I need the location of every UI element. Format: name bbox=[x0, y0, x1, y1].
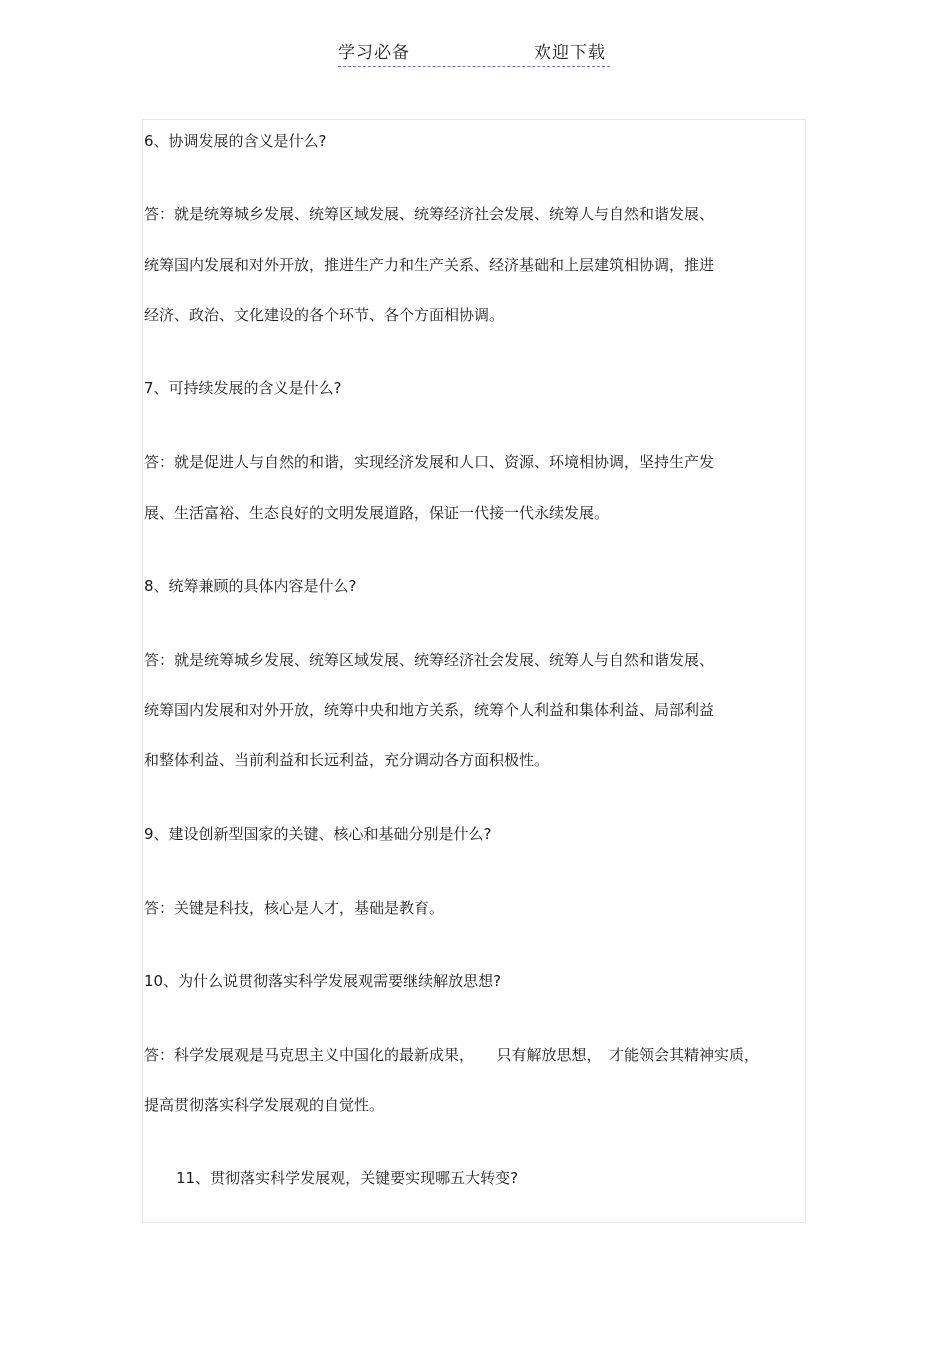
answer-6-line-3: 经济、政治、文化建设的各个环节、各个方面相协调。 bbox=[144, 306, 505, 324]
question-10: 10、为什么说贯彻落实科学发展观需要继续解放思想? bbox=[144, 972, 502, 990]
answer-8-line-1: 答：就是统筹城乡发展、统筹区域发展、统筹经济社会发展、统筹人与自然和谐发展、 bbox=[144, 651, 715, 669]
answer-6-line-1: 答：就是统筹城乡发展、统筹区域发展、统筹经济社会发展、统筹人与自然和谐发展、 bbox=[144, 205, 715, 223]
answer-7-line-1: 答：就是促进人与自然的和谐，实现经济发展和人口、资源、环境相协调，坚持生产发 bbox=[144, 453, 715, 471]
answer-6-line-2: 统筹国内发展和对外开放，推进生产力和生产关系、经济基础和上层建筑相协调，推进 bbox=[144, 256, 715, 274]
page-header bbox=[338, 42, 610, 67]
answer-8-line-2: 统筹国内发展和对外开放，统筹中央和地方关系，统筹个人利益和集体利益、局部利益 bbox=[144, 701, 715, 719]
header-left-text: 学习必备 bbox=[338, 43, 410, 63]
question-7: 7、可持续发展的含义是什么? bbox=[144, 379, 342, 397]
answer-10-line-1: 答：科学发展观是马克思主义中国化的最新成果， 只有解放思想， 才能领会其精神实质， bbox=[144, 1046, 760, 1064]
answer-10-line-2: 提高贯彻落实科学发展观的自觉性。 bbox=[144, 1096, 385, 1114]
header-right-text: 欢迎下载 bbox=[534, 43, 606, 63]
question-11: 11、贯彻落实科学发展观，关键要实现哪五大转变? bbox=[176, 1169, 519, 1187]
question-8: 8、统筹兼顾的具体内容是什么? bbox=[144, 577, 357, 595]
answer-7-line-2: 展、生活富裕、生态良好的文明发展道路，保证一代接一代永续发展。 bbox=[144, 504, 610, 522]
question-6: 6、协调发展的含义是什么? bbox=[144, 132, 327, 150]
answer-8-line-3: 和整体利益、当前利益和长远利益，充分调动各方面积极性。 bbox=[144, 751, 550, 769]
answer-9-line-1: 答：关键是科技，核心是人才，基础是教育。 bbox=[144, 899, 445, 917]
question-9: 9、建设创新型国家的关键、核心和基础分别是什么? bbox=[144, 825, 492, 843]
